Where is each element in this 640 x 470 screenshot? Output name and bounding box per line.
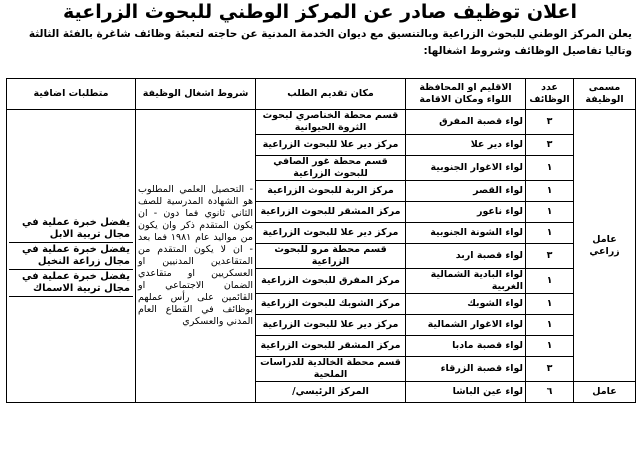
place-cell: مركز المشقر للبحوث الزراعية: [256, 336, 406, 357]
extra-item: يفضل خبرة عملية في مجال تربية الابل: [9, 216, 133, 243]
header-region: الاقليم او المحافظة اللواء ومكان الاقامة: [406, 79, 526, 110]
place-cell: مركز المشقر للبحوث الزراعية: [256, 202, 406, 223]
intro-line-2: وتاليا تفاصيل الوظائف وشروط اشغالها:: [423, 45, 632, 57]
place-cell: المركز الرئيسي/: [256, 382, 406, 403]
header-job-title: مسمى الوظيفة: [574, 79, 636, 110]
conditions-cell: - التحصيل العلمي المطلوب هو الشهادة المدرسية للصف الثاني ثانوي فما دون - ان يكون المتقدم ذكر وان يكون من مواليد عام ١٩٨١ فما بعد - ان لا يكون المتقدم من المتقاعدين المدنيين او العسكريين او متقاعدي الضمان الاجتماعي او القائمين على رأس عملهم بوظائف في القطاع العام المدني والعسكري: [136, 110, 256, 403]
place-cell: قسم محطة الخالدية للدراسات الملحية: [256, 357, 406, 382]
header-count: عدد الوظائف: [526, 79, 574, 110]
count-cell: ١: [526, 336, 574, 357]
region-cell: لواء ناعور: [406, 202, 526, 223]
intro-text: [8, 26, 632, 60]
table-body: [7, 110, 636, 403]
page-title: اعلان توظيف صادر عن المركز الوطني للبحوث الزراعية: [62, 1, 578, 23]
region-cell: لواء الاغوار الشمالية: [406, 315, 526, 336]
region-cell: لواء قصبة مادبا: [406, 336, 526, 357]
place-cell: مركز الربة للبحوث الزراعية: [256, 181, 406, 202]
place-cell: قسم محطة الخناصري لبحوث الثروة الحيوانية: [256, 110, 406, 135]
extra-item: يفضل خبرة عملية في مجال زراعة النخيل: [9, 243, 133, 270]
place-cell: مركز دير علا للبحوث الزراعية: [256, 315, 406, 336]
region-cell: لواء البادية الشمالية الغربية: [406, 269, 526, 294]
region-cell: لواء الشوبك: [406, 294, 526, 315]
count-cell: ١: [526, 156, 574, 181]
count-cell: ١: [526, 181, 574, 202]
count-cell: ٣: [526, 244, 574, 269]
count-cell: ٣: [526, 135, 574, 156]
header-conditions: شروط اشغال الوظيفة: [136, 79, 256, 110]
region-cell: لواء الشونة الجنوبية: [406, 223, 526, 244]
jobs-table: [6, 78, 636, 403]
place-cell: مركز دير علا للبحوث الزراعية: [256, 223, 406, 244]
place-cell: مركز دير علا للبحوث الزراعية: [256, 135, 406, 156]
count-cell: ٣: [526, 110, 574, 135]
place-cell: قسم محطة غور الصافي للبحوث الزراعية: [256, 156, 406, 181]
header-place: مكان تقديم الطلب: [256, 79, 406, 110]
count-cell: ٦: [526, 382, 574, 403]
place-cell: مركز الشوبك للبحوث الزراعية: [256, 294, 406, 315]
count-cell: ١: [526, 269, 574, 294]
region-cell: لواء الاغوار الجنوبية: [406, 156, 526, 181]
job-title-cell: عامل زراعي: [574, 110, 636, 382]
region-cell: لواء القصر: [406, 181, 526, 202]
place-cell: مركز المفرق للبحوث الزراعية: [256, 269, 406, 294]
extra-item: يفضل خبرة عملية في مجال تربية الاسماك: [9, 270, 133, 297]
job-title-cell: عامل: [574, 382, 636, 403]
header-extra: متطلبات اضافية: [7, 79, 136, 110]
count-cell: ١: [526, 223, 574, 244]
count-cell: ١: [526, 315, 574, 336]
intro-line-1: يعلن المركز الوطني للبحوث الزراعية وبالتنسيق مع ديوان الخدمة المدنية عن حاجته لتعبئة وظائف شاغرة بالفئة الثالثة: [28, 28, 632, 40]
region-cell: لواء قصبة اربد: [406, 244, 526, 269]
count-cell: ١: [526, 294, 574, 315]
table-row: [7, 110, 636, 135]
region-cell: لواء عين الباشا: [406, 382, 526, 403]
region-cell: لواء دير علا: [406, 135, 526, 156]
place-cell: قسم محطة مرو للبحوث الزراعية: [256, 244, 406, 269]
table-header-row: [7, 79, 636, 110]
count-cell: ١: [526, 202, 574, 223]
region-cell: لواء قصبة الزرقاء: [406, 357, 526, 382]
extra-requirements-cell: [7, 110, 136, 403]
region-cell: لواء قصبة المفرق: [406, 110, 526, 135]
count-cell: ٣: [526, 357, 574, 382]
